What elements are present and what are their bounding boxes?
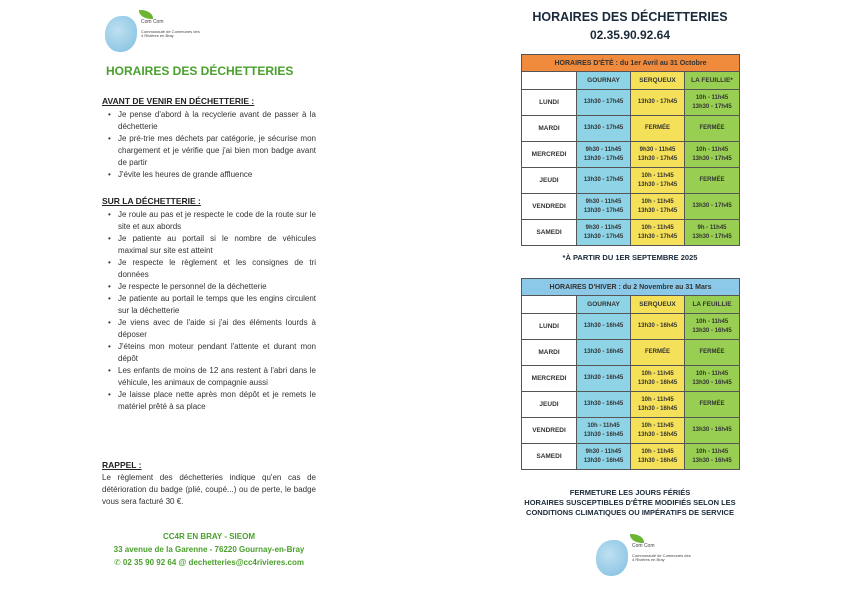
hours-cell: 9h30 - 11h45 13h30 - 16h45 [577, 444, 631, 470]
logo-name: Com Com [632, 543, 655, 549]
closing-line-2: HORAIRES SUSCEPTIBLES D'ÊTRE MODIFIÉS SELON LES [524, 498, 736, 507]
on-site-list-item: • Je viens avec de l'aide si j'ai des éléments lourds à déposer [102, 317, 316, 341]
hours-cell: 13h30 - 17h45 [577, 116, 631, 142]
hours-cell: 13h30 - 16h45 [631, 314, 685, 340]
logo-top [105, 10, 215, 54]
before-title: AVANT DE VENIR EN DÉCHETTERIE : [102, 96, 255, 106]
day-cell: VENDREDI [522, 194, 577, 220]
before-list [102, 109, 316, 181]
page-title: HORAIRES DES DÉCHETTERIES [106, 64, 294, 78]
on-site-list-item: • Je patiente au portail le temps que les engins circulent sur la déchetterie [102, 293, 316, 317]
logo-leaf-icon [139, 10, 153, 19]
day-cell: MERCREDI [522, 366, 577, 392]
table-row [522, 220, 740, 246]
reminder-text: Le règlement des déchetteries indique qu'en cas de détérioration du badge (plié, coupé...) ou de perte, le badge vous sera facturé 30 €. [102, 473, 316, 506]
corner-cell [522, 296, 577, 314]
logo-subtitle: Communauté de Communes des 4 Rivières en Bray [141, 29, 200, 38]
hours-cell: FERMÉE [631, 116, 685, 142]
table-row [522, 340, 740, 366]
corner-cell [522, 72, 577, 90]
summer-schedule-table [521, 54, 740, 246]
hours-cell: 10h - 11h45 13h30 - 17h45 [631, 194, 685, 220]
closing-line-3: CONDITIONS CLIMATIQUES OU IMPÉRATIFS DE SERVICE [526, 508, 734, 517]
closing-notes [500, 488, 760, 518]
on-site-list-item: • Je roule au pas et je respecte le code de la route sur le site et aux abords [102, 209, 316, 233]
hours-cell: 10h - 11h45 13h30 - 17h45 [631, 220, 685, 246]
on-site-list-item: • Je respecte le personnel de la déchetterie [102, 281, 316, 293]
reminder-title: RAPPEL : [102, 460, 142, 470]
column-header: LA FEUILLIE* [685, 72, 740, 90]
before-list-item: • Je pense d'abord à la recyclerie avant de passer à la déchetterie [102, 109, 316, 133]
column-header: GOURNAY [577, 296, 631, 314]
hours-cell: 10h - 11h45 13h30 - 17h45 [631, 168, 685, 194]
schedule-phone: 02.35.90.92.64 [589, 28, 671, 42]
hours-cell: FERMÉE [685, 392, 740, 418]
hours-cell: 10h - 11h45 13h30 - 17h45 [685, 142, 740, 168]
table-row [522, 366, 740, 392]
day-cell: MARDI [522, 340, 577, 366]
logo-leaf-icon [630, 534, 644, 543]
on-site-list-item: • Les enfants de moins de 12 ans restent à l'abri dans le véhicule, les animaux de compagnie aussi [102, 365, 316, 389]
table-row [522, 90, 740, 116]
day-cell: MERCREDI [522, 142, 577, 168]
on-site-title: SUR LA DÉCHETTERIE : [102, 196, 201, 206]
logo-subtitle: Communauté de Communes des 4 Rivières en Bray [632, 553, 691, 562]
closing-line-1: FERMETURE LES JOURS FÉRIÉS [569, 488, 691, 497]
schedule-title: HORAIRES DES DÉCHETTERIES [532, 10, 728, 24]
hours-cell: 13h30 - 16h45 [577, 340, 631, 366]
table-row [522, 314, 740, 340]
day-cell: JEUDI [522, 168, 577, 194]
footer [92, 530, 326, 569]
hours-cell: 13h30 - 16h45 [577, 314, 631, 340]
winter-schedule-table [521, 278, 740, 470]
footer-address: 33 avenue de la Garenne - 76220 Gournay-en-Bray [113, 545, 305, 554]
day-cell: LUNDI [522, 90, 577, 116]
table-row [522, 168, 740, 194]
feuillie-note: *À PARTIR DU 1ER SEPTEMBRE 2025 [562, 253, 698, 262]
day-cell: LUNDI [522, 314, 577, 340]
hours-cell: 13h30 - 17h45 [577, 168, 631, 194]
hours-cell: 10h - 11h45 13h30 - 17h45 [685, 90, 740, 116]
hours-cell: 13h30 - 16h45 [577, 366, 631, 392]
table-row [522, 418, 740, 444]
hours-cell: 10h - 11h45 13h30 - 16h45 [685, 366, 740, 392]
on-site-list [102, 209, 316, 413]
table-row [522, 194, 740, 220]
on-site-list-item: • Je respecte le règlement et les consignes de tri données [102, 257, 316, 281]
hours-cell: 10h - 11h45 13h30 - 16h45 [631, 444, 685, 470]
logo-bottom [596, 534, 706, 578]
on-site-list-item: • Je laisse place nette après mon dépôt et je remets le matériel prêté à sa place [102, 389, 316, 413]
hours-cell: 10h - 11h45 13h30 - 16h45 [577, 418, 631, 444]
hours-cell: FERMÉE [685, 116, 740, 142]
schedule-header: HORAIRES D'HIVER : du 2 Novembre au 31 Mars [522, 279, 740, 296]
hours-cell: FERMÉE [685, 168, 740, 194]
logo-map-shape [105, 16, 137, 52]
column-header: GOURNAY [577, 72, 631, 90]
hours-cell: 10h - 11h45 13h30 - 16h45 [631, 392, 685, 418]
table-row [522, 444, 740, 470]
hours-cell: 10h - 11h45 13h30 - 16h45 [685, 314, 740, 340]
column-header: SERQUEUX [631, 296, 685, 314]
footer-org: CC4R EN BRAY - SIEOM [162, 532, 256, 541]
footer-contact: ✆ 02 35 90 92 64 @ dechetteries@cc4rivieres.com [114, 558, 304, 567]
column-header: LA FEUILLIE [685, 296, 740, 314]
hours-cell: 10h - 11h45 13h30 - 16h45 [631, 418, 685, 444]
hours-cell: 9h - 11h45 13h30 - 17h45 [685, 220, 740, 246]
hours-cell: 13h30 - 17h45 [685, 194, 740, 220]
table-row [522, 142, 740, 168]
logo-name: Com Com [141, 19, 164, 25]
hours-cell: 10h - 11h45 13h30 - 16h45 [631, 366, 685, 392]
table-row [522, 116, 740, 142]
hours-cell: 13h30 - 17h45 [631, 90, 685, 116]
day-cell: MARDI [522, 116, 577, 142]
hours-cell: 13h30 - 16h45 [685, 418, 740, 444]
hours-cell: FERMÉE [631, 340, 685, 366]
hours-cell: 13h30 - 17h45 [577, 90, 631, 116]
on-site-list-item: • Je patiente au portail si le nombre de véhicules maximal sur site est atteint [102, 233, 316, 257]
day-cell: SAMEDI [522, 444, 577, 470]
logo-map-shape [596, 540, 628, 576]
on-site-list-item: • J'éteins mon moteur pendant l'attente et durant mon dépôt [102, 341, 316, 365]
schedule-header: HORAIRES D'ÉTÉ : du 1er Avril au 31 Octobre [522, 55, 740, 72]
hours-cell: 9h30 - 11h45 13h30 - 17h45 [577, 194, 631, 220]
hours-cell: 9h30 - 11h45 13h30 - 17h45 [631, 142, 685, 168]
column-header: SERQUEUX [631, 72, 685, 90]
hours-cell: 9h30 - 11h45 13h30 - 17h45 [577, 142, 631, 168]
before-list-item: • Je pré-trie mes déchets par catégorie, je sécurise mon chargement et je vérifie que j'ai bien mon badge avant de partir [102, 133, 316, 169]
hours-cell: 10h - 11h45 13h30 - 16h45 [685, 444, 740, 470]
hours-cell: 9h30 - 11h45 13h30 - 17h45 [577, 220, 631, 246]
before-list-item: • J'évite les heures de grande affluence [102, 169, 316, 181]
day-cell: JEUDI [522, 392, 577, 418]
hours-cell: 13h30 - 16h45 [577, 392, 631, 418]
day-cell: VENDREDI [522, 418, 577, 444]
table-row [522, 392, 740, 418]
hours-cell: FERMÉE [685, 340, 740, 366]
day-cell: SAMEDI [522, 220, 577, 246]
